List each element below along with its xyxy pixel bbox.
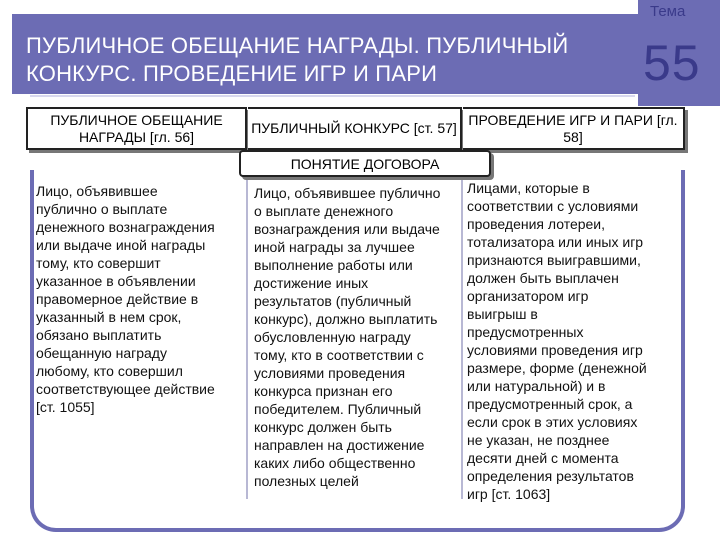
column-divider (246, 177, 248, 499)
topic-number: 55 (643, 35, 701, 91)
concept-label: ПОНЯТИЕ ДОГОВОРА (239, 150, 491, 177)
topic-label: Тема (650, 3, 686, 20)
column-header-public-contest: ПУБЛИЧНЫЙ КОНКУРС [ст. 57] (248, 107, 462, 150)
column-divider (461, 177, 463, 499)
column-header-public-promise: ПУБЛИЧНОЕ ОБЕЩАНИЕ НАГРАДЫ [гл. 56] (26, 107, 247, 150)
title-underline (30, 95, 635, 97)
definition-public-promise: Лицо, объявившее публично о выплате денежного вознаграждения или выдаче иной награды тому, кто совершит указанное в объявлении правомерное действие в указанный в нем срок, обязано выплатить обещанную награду любому, кто совершил соответствующее действие [ст. 1055] (36, 183, 215, 415)
definition-public-contest: Лицо, объявившее публично о выплате денежного вознаграждения или выдаче иной награды за лучшее выполнение работы или достижение иных результатов (публичный конкурс), должно выплатить обусловленную награду тому, кто в соответствии с условиями проведения конкурса признан его победителем. Публичный конкурс должен быть направлен на достижение каких либо общественно полезных целей (254, 185, 441, 489)
definition-games-bets: Лицами, которые в соответствии с условиями проведения лотереи, тотализатора или иных игр признаются выигравшими, должен быть выплачен организатором игр выигрыш в предусмотренных условиями проведения игр размере, форме (денежной или натуральной) и в предусмотренный срок, а если срок в этих условиях не указан, не позднее десяти дней с момента определения результатов игр [ст. 1063] (467, 180, 647, 502)
column-header-games-bets: ПРОВЕДЕНИЕ ИГР И ПАРИ [гл. 58] (463, 107, 685, 150)
slide-title: ПУБЛИЧНОЕ ОБЕЩАНИЕ НАГРАДЫ. ПУБЛИЧНЫЙ КОНКУРС. ПРОВЕДЕНИЕ ИГР И ПАРИ (26, 33, 569, 86)
